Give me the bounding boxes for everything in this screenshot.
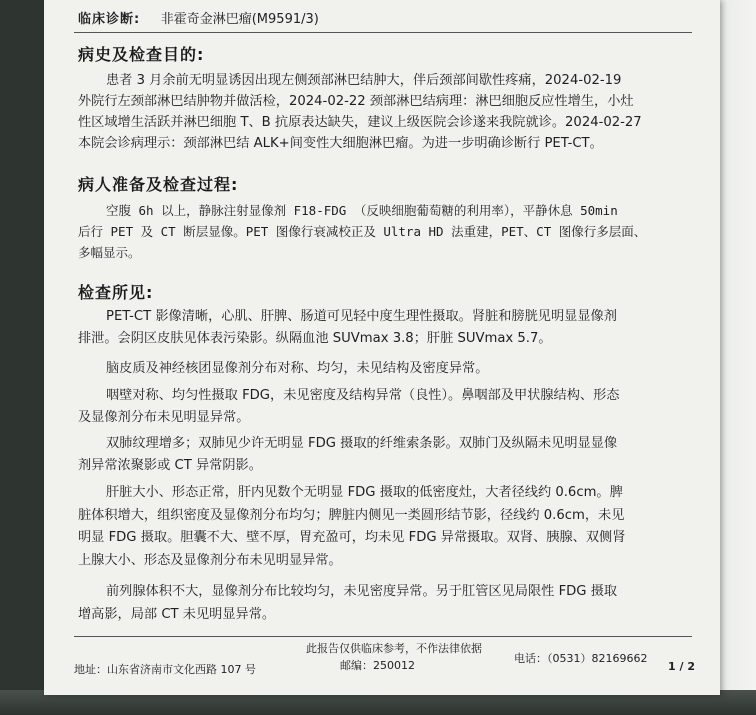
preparation-text <box>78 200 688 263</box>
footer-phone: 电话：（0531）82169662 <box>514 652 648 665</box>
page-number: 1 / 2 <box>668 660 695 673</box>
preparation-line: 空腹 6h 以上，静脉注射显像剂 F18-FDG （反映细胞葡萄糖的利用率），平静休息 50min <box>106 203 618 218</box>
postcode: 邮编：250012 <box>340 659 415 672</box>
findings-p1 <box>78 306 688 350</box>
history-title: 病史及检查目的: <box>78 45 205 64</box>
findings-line: 咽壁对称、均匀性摄取 FDG，未见密度及结构异常（良性）。鼻咽部及甲状腺结构、形态 <box>106 388 620 403</box>
findings-line: 上腺大小、形态及显像剂分布未见明显异常。 <box>78 552 342 568</box>
history-text <box>78 70 688 154</box>
history-line: 患者 3 月余前无明显诱因出现左侧颈部淋巴结肿大，伴后颈部间歇性疼痛，2024-02-19 <box>106 73 622 88</box>
findings-line: 脑皮质及神经核团显像剂分布对称、均匀，未见结构及密度异常。 <box>106 361 489 376</box>
findings-title: 检查所见: <box>78 283 154 302</box>
disclaimer-text: 此报告仅供临床参考，不作法律依据 <box>306 642 482 655</box>
findings-p4 <box>78 433 688 477</box>
preparation-title: 病人准备及检查过程: <box>78 175 239 194</box>
footer-divider <box>74 636 692 637</box>
findings-line: 脏体积增大，组织密度及显像剂分布均匀；脾脏内侧见一类圆形结节影，径线约 0.6cm，未见 <box>78 507 625 523</box>
findings-p5 <box>78 482 688 572</box>
findings-line: 肝脏大小、形态正常，肝内见数个无明显 FDG 摄取的低密度灶，大者径线约 0.6cm。脾 <box>106 485 623 500</box>
findings-p3 <box>78 385 688 429</box>
header-divider <box>74 32 692 33</box>
findings-line: 双肺纹理增多；双肺见少许无明显 FDG 摄取的纤维索条影。双肺门及纵隔未见明显显像 <box>106 436 618 451</box>
findings-line: PET-CT 影像清晰，心肌、肝脾、肠道可见轻中度生理性摄取。肾脏和膀胱见明显显像剂 <box>106 309 617 324</box>
report-page <box>44 0 720 695</box>
footer-address: 地址：山东省济南市文化西路 107 号 <box>74 663 256 676</box>
findings-line: 明显 FDG 摄取。胆囊不大、壁不厚，胃充盈可，均未见 FDG 异常摄取。双肾、胰腺、双侧肾 <box>78 530 626 545</box>
history-line: 性区域增生活跃并淋巴细胞 T、B 抗原表达缺失，建议上级医院会诊遂来我院就诊。2024-02-27 <box>78 115 642 130</box>
history-line: 本院会诊病理示：颈部淋巴结 ALK+间变性大细胞淋巴瘤。为进一步明确诊断行 PET-CT。 <box>78 136 603 151</box>
preparation-line: 多幅显示。 <box>78 245 141 260</box>
diagnosis-value: 非霍奇金淋巴瘤(M9591/3) <box>160 12 319 27</box>
clinical-diagnosis <box>78 8 319 27</box>
findings-line: 及显像剂分布未见明显异常。 <box>78 410 250 425</box>
findings-line: 剂异常浓聚影或 CT 异常阴影。 <box>78 458 262 473</box>
findings-line: 增高影，局部 CT 未见明显异常。 <box>78 607 276 622</box>
findings-line: 前列腺体积不大，显像剂分布比较均匀，未见密度异常。另于肛管区见局限性 FDG 摄取 <box>106 584 618 599</box>
footer-disclaimer <box>306 640 482 674</box>
preparation-line: 后行 PET 及 CT 断层显像。PET 图像行衰减校正及 Ultra HD 法重建，PET、CT 图像行多层面、 <box>78 224 647 239</box>
diagnosis-label: 临床诊断: <box>78 12 141 27</box>
findings-p2 <box>78 358 688 379</box>
findings-line: 排泄。会阴区皮肤见体表污染影。纵隔血池 SUVmax 3.8；肝脏 SUVmax 5.7。 <box>78 331 552 346</box>
history-line: 外院行左颈部淋巴结肿物并做活检，2024-02-22 颈部淋巴结病理：淋巴细胞反应性增生，小灶 <box>78 94 634 109</box>
findings-p6 <box>78 580 688 626</box>
